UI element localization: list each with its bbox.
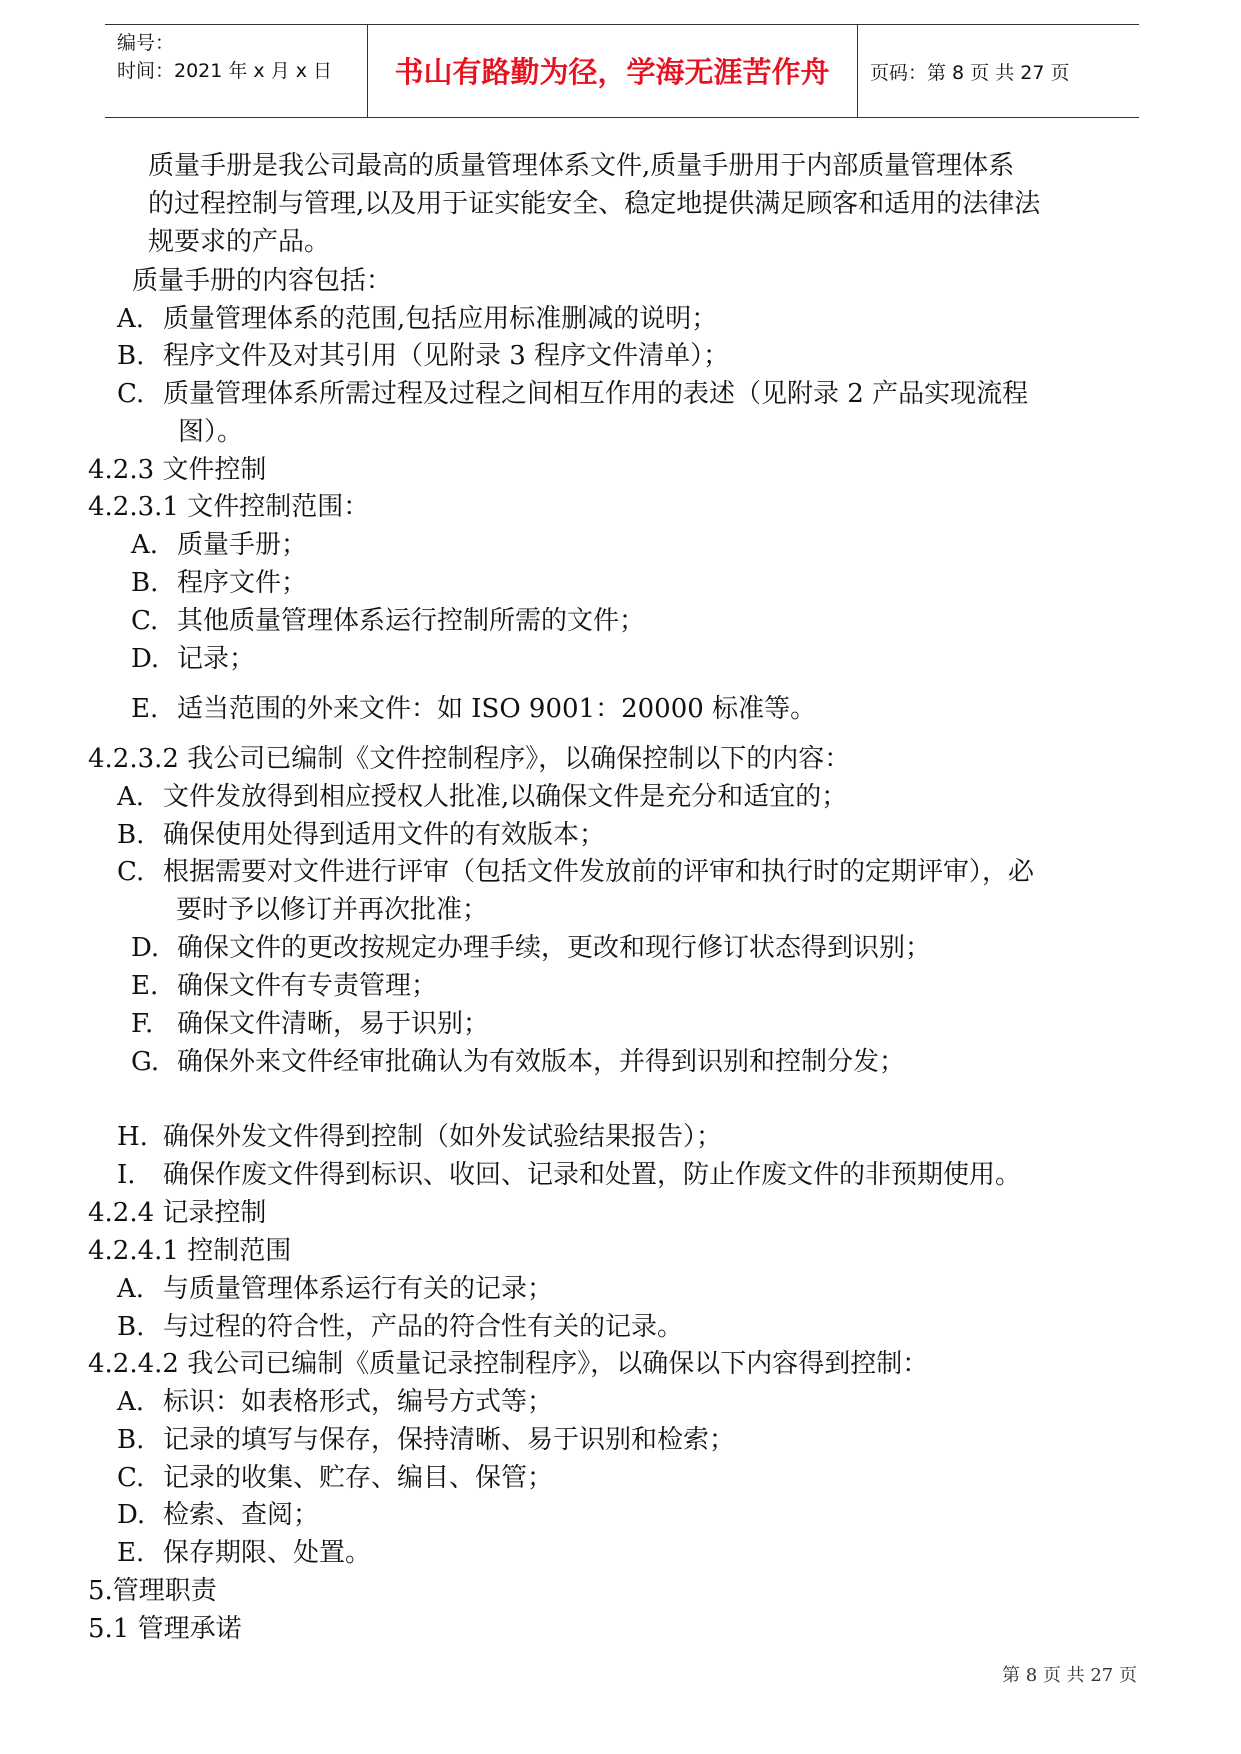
list-text: 质量管理体系的范围,包括应用标准删减的说明； [163,304,718,334]
list-item [117,1387,553,1417]
list-text: 适当范围的外来文件：如 ISO 9001：20000 标准等。 [177,694,817,724]
list-text: 保存期限、处置。 [163,1538,372,1568]
list-item [117,1122,722,1152]
list-item [131,971,437,1001]
list-text: 质量手册； [177,530,308,560]
section-heading-4-2-3-1: 4.2.3.1 文件控制范围： [88,492,370,522]
list-label: A. [117,304,145,334]
list-item [117,1463,553,1493]
list-label: D. [131,644,160,674]
list-item [131,644,255,674]
list-text: 记录的收集、贮存、编目、保管； [163,1463,554,1493]
list-text: 标识：如表格形式，编号方式等； [163,1387,554,1417]
list-text: 质量管理体系所需过程及过程之间相互作用的表述（见附录 2 产品实现流程 [163,379,1029,409]
list-text: 确保外发文件得到控制（如外发试验结果报告）； [163,1122,723,1152]
header-page-label: 页码：第 8 页 共 27 页 [870,62,1070,84]
list-label: A. [117,1274,145,1304]
list-label: D. [131,933,160,963]
section-heading-5-1: 5.1 管理承诺 [88,1614,242,1644]
section-heading-4-2-4-1: 4.2.4.1 控制范围 [88,1236,292,1266]
header-bottom-rule [105,117,1139,118]
list-label: B. [117,1425,145,1455]
header-top-rule [105,24,1139,25]
list-item [117,782,847,812]
header-motto: 书山有路勤为径，学海无涯苦作舟 [394,55,830,89]
list-label: B. [117,820,145,850]
list-label: H. [117,1122,148,1152]
list-text: 确保文件有专责管理； [177,971,438,1001]
list-text: 程序文件； [177,568,308,598]
list-item [117,1312,683,1342]
list-text: 确保文件清晰，易于识别； [177,1009,490,1039]
list-label: F. [131,1009,154,1039]
footer-page-number: 第 8 页 共 27 页 [1002,1665,1137,1686]
list-text: 检索、查阅； [163,1500,320,1530]
section-heading-5: 5.管理职责 [88,1576,217,1606]
section-heading-4-2-3: 4.2.3 文件控制 [88,455,267,485]
list-label: C. [117,1463,145,1493]
list-item [117,820,605,850]
list-label: A. [131,530,159,560]
list-text: 程序文件及对其引用（见附录 3 程序文件清单）； [163,341,730,371]
intro-line-2: 的过程控制与管理,以及用于证实能安全、稳定地提供满足顾客和适用的法律法 [148,189,1041,219]
header-date: 时间：2021 年 x 月 x 日 [117,60,333,82]
list-label: C. [117,857,145,887]
header-number-label: 编号： [117,32,175,54]
list-item-continuation: 图）。 [178,417,244,447]
list-label: I. [117,1160,136,1190]
list-text: 确保外来文件经审批确认为有效版本，并得到识别和控制分发； [177,1047,906,1077]
list-item [117,304,717,334]
section-heading-4-2-3-2: 4.2.3.2 我公司已编制《文件控制程序》，以确保控制以下的内容： [88,744,851,774]
list-label: B. [131,568,159,598]
header-divider-right [857,24,858,117]
list-item [117,341,729,371]
list-item [117,1160,1021,1190]
list-label: B. [117,1312,145,1342]
list-item-continuation: 要时予以修订并再次批准； [176,895,489,925]
list-text: 与质量管理体系运行有关的记录； [163,1274,554,1304]
list-label: E. [131,694,159,724]
list-item [117,379,1028,409]
list-text: 其他质量管理体系运行控制所需的文件； [177,606,646,636]
list-text: 记录的填写与保存，保持清晰、易于识别和检索； [163,1425,736,1455]
list-label: C. [131,606,159,636]
intro-line-1: 质量手册是我公司最高的质量管理体系文件,质量手册用于内部质量管理体系 [148,151,1015,181]
list-item [117,1425,735,1455]
intro-line-3: 规要求的产品。 [148,227,331,257]
list-text: 文件发放得到相应授权人批准,以确保文件是充分和适宜的； [163,782,848,812]
list-text: 确保使用处得到适用文件的有效版本； [163,820,606,850]
list-item [117,857,1034,887]
list-label: A. [117,1387,145,1417]
list-item [131,1009,489,1039]
list-item [131,694,816,724]
list-item [131,530,307,560]
list-item [131,568,307,598]
content-title: 质量手册的内容包括： [132,266,393,296]
section-heading-4-2-4-2: 4.2.4.2 我公司已编制《质量记录控制程序》，以确保以下内容得到控制： [88,1349,929,1379]
list-label: E. [131,971,159,1001]
list-item [117,1500,319,1530]
list-label: G. [131,1047,160,1077]
list-item [117,1538,371,1568]
list-item [117,1274,553,1304]
list-label: E. [117,1538,145,1568]
list-item [131,933,931,963]
list-item [131,606,645,636]
list-label: D. [117,1500,146,1530]
list-text: 确保文件的更改按规定办理手续，更改和现行修订状态得到识别； [177,933,932,963]
list-label: A. [117,782,145,812]
section-heading-4-2-4: 4.2.4 记录控制 [88,1198,267,1228]
list-text: 记录； [177,644,256,674]
list-text: 确保作废文件得到标识、收回、记录和处置，防止作废文件的非预期使用。 [163,1160,1022,1190]
list-text: 根据需要对文件进行评审（包括文件发放前的评审和执行时的定期评审），必 [163,857,1035,887]
list-label: B. [117,341,145,371]
list-item [131,1047,905,1077]
list-text: 与过程的符合性，产品的符合性有关的记录。 [163,1312,684,1342]
list-label: C. [117,379,145,409]
